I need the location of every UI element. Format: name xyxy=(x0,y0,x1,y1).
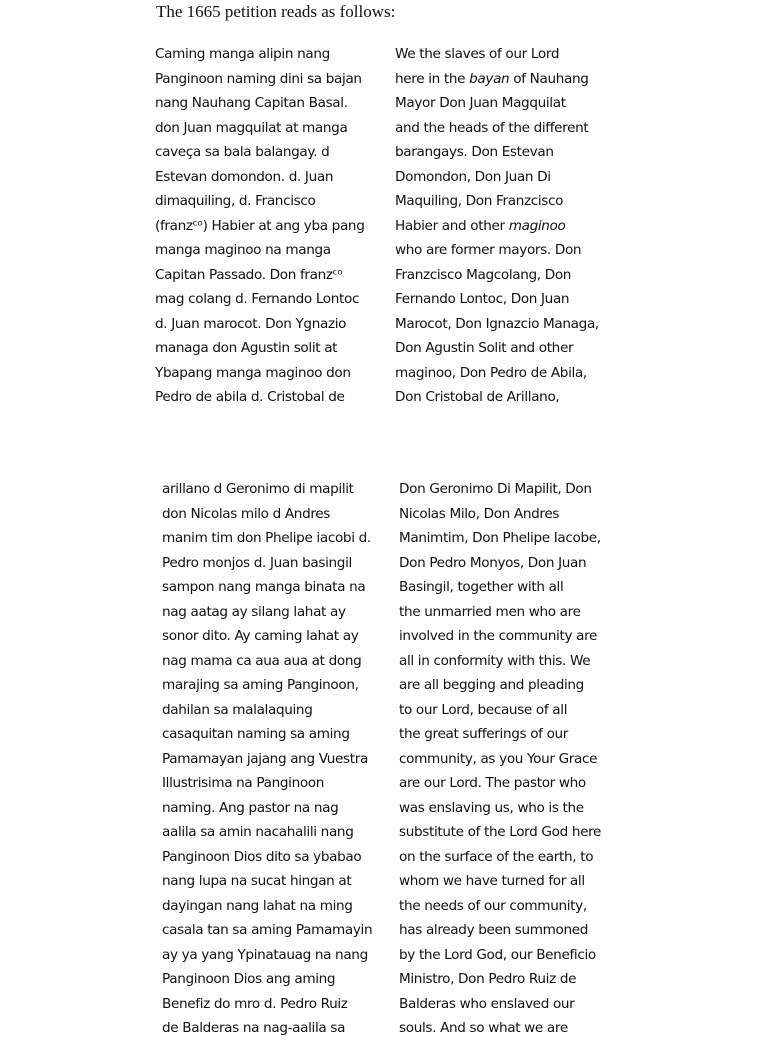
text-line: the unmarried men who are xyxy=(399,603,581,620)
text-line: nang lupa na sucat hingan at xyxy=(162,873,352,889)
text-line: Marocot, Don Ignazcio Managa, xyxy=(395,315,599,332)
text-line: Pedro monjos d. Juan basingil xyxy=(162,554,352,571)
text-line: naming. Ang pastor na nag xyxy=(162,799,339,816)
text-line: Manimtim, Don Phelipe Iacobe, xyxy=(399,530,601,546)
text-line: Pedro de abila d. Cristobal de xyxy=(155,389,345,405)
text-line: sampon nang manga binata na xyxy=(162,579,366,595)
text-line: nang Nauhang Capitan Basal. xyxy=(155,95,348,111)
text-line: barangays. Don Estevan xyxy=(395,144,554,160)
text-line: nag mama ca aua aua at dong xyxy=(162,652,362,669)
text-line: Nicolas Milo, Don Andres xyxy=(399,505,560,522)
text-line: Don Cristobal de Arillano, xyxy=(395,389,560,405)
text-line: don Juan magquilat at manga xyxy=(155,119,348,136)
text-segment: here in the xyxy=(395,70,470,87)
text-line: souls. And so what we are xyxy=(399,1020,568,1036)
text-line: Benefiz do mro d. Pedro Ruiz xyxy=(162,995,348,1012)
text-line: Fernando Lontoc, Don Juan xyxy=(395,291,570,307)
italic-term: maginoo xyxy=(508,217,566,234)
text-line: has already been summoned xyxy=(399,922,589,938)
text-line: Panginoon Dios ang aming xyxy=(162,971,336,987)
text-line: Don Geronimo Di Mapilit, Don xyxy=(399,481,592,497)
text-line: whom we have turned for all xyxy=(399,873,585,889)
text-line: casala tan sa aming Pamamayin xyxy=(162,922,373,938)
text-line: Franzcisco Magcolang, Don xyxy=(395,266,572,283)
text-line: de Balderas na nag-aalila sa xyxy=(162,1020,346,1036)
text-line: dimaquiling, d. Francisco xyxy=(155,193,316,209)
text-line: involved in the community are xyxy=(399,628,598,644)
text-line: We the slaves of our Lord xyxy=(395,46,560,62)
text-line: was enslaving us, who is the xyxy=(399,799,584,816)
text-line: Don Pedro Monyos, Don Juan xyxy=(399,554,587,571)
text-line: manga maginoo na manga xyxy=(155,242,331,258)
text-line: d. Juan marocot. Don Ygnazio xyxy=(155,315,347,332)
english-column-1 xyxy=(395,42,615,410)
text-line: who are former mayors. Don xyxy=(395,242,582,258)
text-line: and the heads of the different xyxy=(395,119,589,136)
text-line: nag aatag ay silang lahat ay xyxy=(162,603,346,620)
text-line: Domondon, Don Juan Di xyxy=(395,168,551,185)
text-line: caveça sa bala balangay. d xyxy=(155,144,330,160)
text-line: mag colang d. Fernando Lontoc xyxy=(155,291,360,307)
text-line: (franzᶜᵒ) Habier at ang yba pang xyxy=(155,217,365,234)
text-line: Pamamayan jajang ang Vuestra xyxy=(162,750,368,767)
text-line: Ybapang manga maginoo don xyxy=(155,364,351,381)
text-line: Estevan domondon. d. Juan xyxy=(155,168,334,185)
tagalog-column-1 xyxy=(155,42,375,410)
text-line: Panginoon naming dini sa bajan xyxy=(155,70,362,87)
text-line: dahilan sa malalaquing xyxy=(162,701,313,718)
english-column-2 xyxy=(399,477,614,1041)
text-line: dayingan nang lahat na ming xyxy=(162,897,353,914)
text-line: manim tim don Phelipe iacobi d. xyxy=(162,530,371,546)
text-line: ay ya yang Ypinatauag na nang xyxy=(162,946,368,963)
text-line: Mayor Don Juan Magquilat xyxy=(395,95,566,111)
text-line: Caming manga alipin nang xyxy=(155,46,330,62)
italic-term: bayan xyxy=(469,70,510,87)
text-line: on the surface of the earth, to xyxy=(399,848,594,865)
text-line: maginoo, Don Pedro de Abila, xyxy=(395,364,587,381)
text-line: substitute of the Lord God here xyxy=(399,824,602,840)
text-line: don Nicolas milo d Andres xyxy=(162,505,331,522)
text-line: aalila sa amin nacahalili nang xyxy=(162,824,354,840)
text-line: are all begging and pleading xyxy=(399,677,584,693)
text-line: are our Lord. The pastor who xyxy=(399,775,586,791)
text-line: Balderas who enslaved our xyxy=(399,995,575,1012)
text-line: Basingil, together with all xyxy=(399,579,564,595)
text-line: sonor dito. Ay caming lahat ay xyxy=(162,628,359,644)
text-line: all in conformity with this. We xyxy=(399,652,591,669)
text-line: the needs of our community, xyxy=(399,897,587,914)
text-line: arillano d Geronimo di mapilit xyxy=(162,481,354,497)
intro-heading: The 1665 petition reads as follows: xyxy=(156,2,396,21)
text-line: the great sufferings of our xyxy=(399,726,569,742)
text-line: Illustrisima na Panginoon xyxy=(162,775,325,791)
text-line: Maquiling, Don Franzcisco xyxy=(395,193,564,209)
text-line: community, as you Your Grace xyxy=(399,750,598,767)
text-line xyxy=(395,214,615,239)
text-segment: of Nauhang xyxy=(509,70,589,87)
text-line: marajing sa aming Panginoon, xyxy=(162,677,359,693)
text-line: Capitan Passado. Don franzᶜᵒ xyxy=(155,266,343,283)
text-line: Ministro, Don Pedro Ruiz de xyxy=(399,971,577,987)
text-line: managa don Agustin solit at xyxy=(155,340,338,356)
text-line xyxy=(395,67,615,92)
text-line: casaquitan naming sa aming xyxy=(162,726,350,742)
text-line: Panginoon Dios dito sa ybabao xyxy=(162,848,362,865)
text-line: to our Lord, because of all xyxy=(399,701,568,718)
tagalog-column-2 xyxy=(162,477,377,1041)
text-segment: Habier and other xyxy=(395,217,509,234)
text-line: Don Agustin Solit and other xyxy=(395,340,574,356)
text-line: by the Lord God, our Beneficio xyxy=(399,946,596,963)
